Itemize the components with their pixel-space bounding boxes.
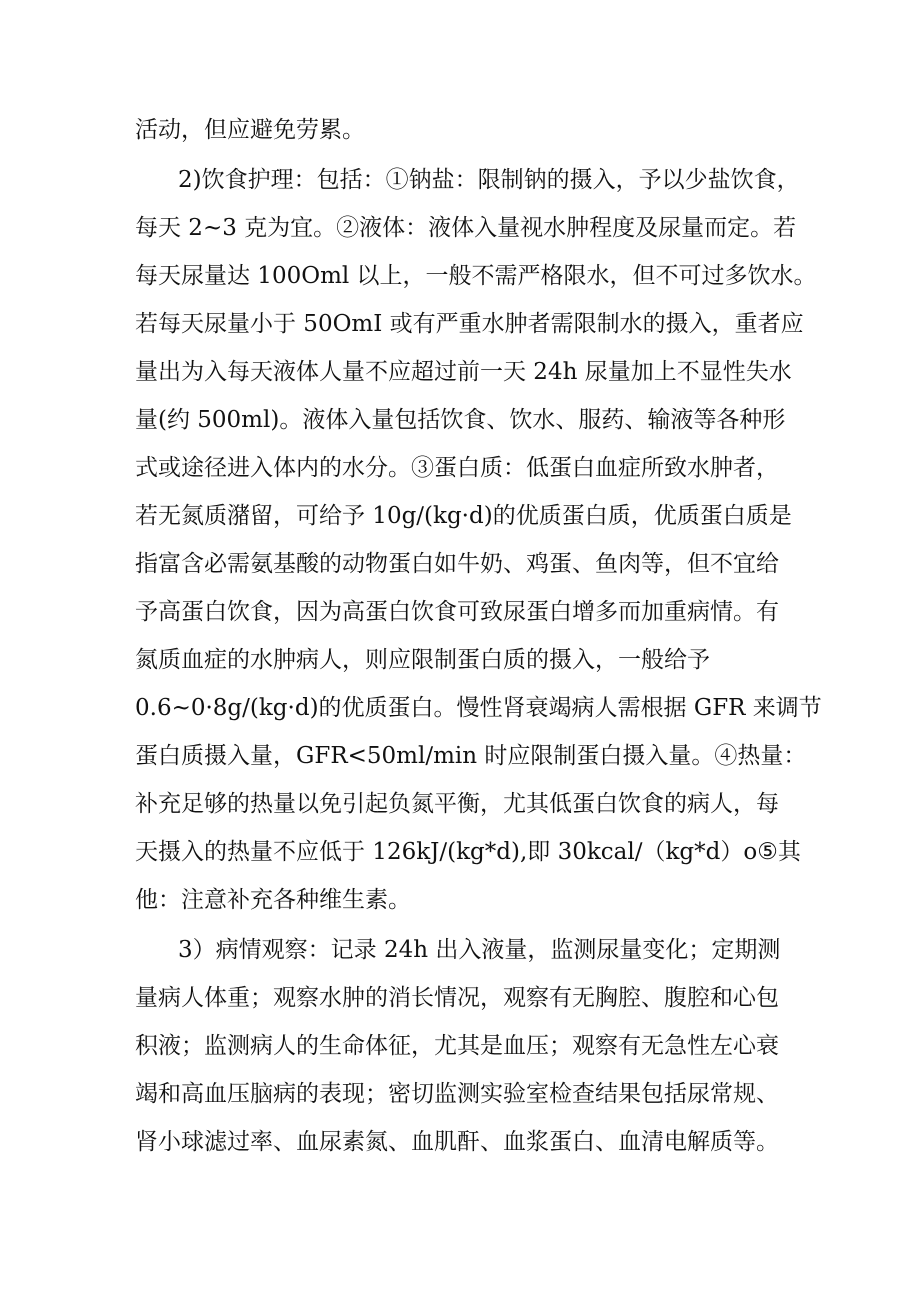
paragraph-line: 若无氮质潴留，可给予 10g∕(kg·d)的优质蛋白质，优质蛋白质是 [135, 503, 792, 529]
paragraph-line: 3）病情观察：记录 24h 出入液量，监测尿量变化；定期测 [178, 937, 781, 963]
paragraph-line: 0.6~0·8g/(kg·d)的优质蛋白。慢性肾衰竭病人需根据 GFR 来调节 [135, 695, 822, 721]
paragraph-line: 式或途径进入体内的水分。③蛋白质：低蛋白血症所致水肿者， [135, 455, 779, 481]
paragraph-line: 若每天尿量小于 50OmI 或有严重水肿者需限制水的摄入，重者应 [135, 311, 804, 337]
paragraph-line: 竭和高血压脑病的表现；密切监测实验室检查结果包括尿常规、 [135, 1081, 779, 1107]
paragraph-line: 指富含必需氨基酸的动物蛋白如牛奶、鸡蛋、鱼肉等，但不宜给 [135, 551, 779, 577]
paragraph-line: 每天尿量达 100Oml 以上，一般不需严格限水，但不可过多饮水。 [135, 263, 817, 289]
paragraph-line: 积液；监测病人的生命体征，尤其是血压；观察有无急性左心衰 [135, 1033, 779, 1059]
paragraph-line: 量(约 500ml)。液体入量包括饮食、饮水、服药、输液等各种形 [135, 407, 786, 433]
paragraph-line: 天摄入的热量不应低于 126kJ∕(kg*d),即 30kcal∕（kg*d）o⑤其 [135, 839, 801, 865]
paragraph-line: 肾小球滤过率、血尿素氮、血肌酐、血浆蛋白、血清电解质等。 [135, 1129, 779, 1155]
paragraph-line: 蛋白质摄入量，GFR<50ml∕min 时应限制蛋白摄入量。④热量： [135, 743, 807, 769]
paragraph-line: 量病人体重；观察水肿的消长情况，观察有无胸腔、腹腔和心包 [135, 985, 779, 1011]
paragraph-line: 予高蛋白饮食，因为高蛋白饮食可致尿蛋白增多而加重病情。有 [135, 599, 779, 625]
paragraph-line: 2)饮食护理：包括：①钠盐：限制钠的摄入，予以少盐饮食， [178, 167, 800, 193]
paragraph-line: 补充足够的热量以免引起负氮平衡，尤其低蛋白饮食的病人，每 [135, 791, 779, 817]
paragraph-line: 每天 2~3 克为宜。②液体：液体入量视水肿程度及尿量而定。若 [135, 215, 797, 241]
paragraph-line: 他：注意补充各种维生素。 [135, 887, 411, 913]
paragraph-line: 量出为入每天液体人量不应超过前一天 24h 尿量加上不显性失水 [135, 359, 792, 385]
paragraph-line: 活动，但应避免劳累。 [135, 117, 365, 143]
paragraph-line: 氮质血症的水肿病人，则应限制蛋白质的摄入，一般给予 [135, 647, 710, 673]
